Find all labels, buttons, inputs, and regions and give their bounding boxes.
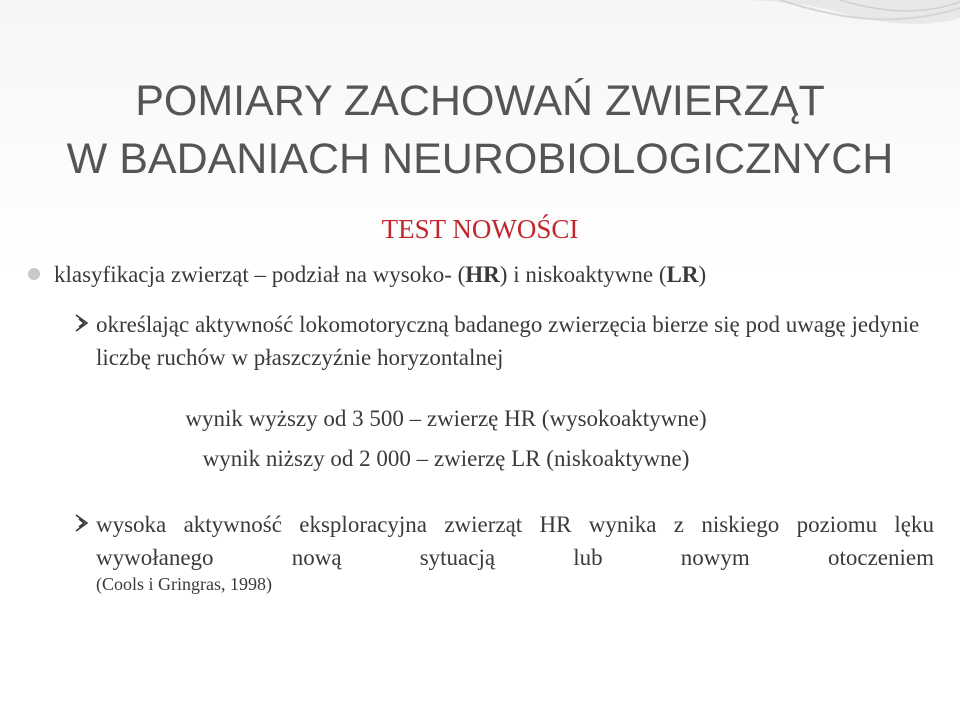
subtitle: TEST NOWOŚCI	[381, 214, 579, 244]
bullet-dot-icon	[28, 268, 40, 280]
arrow-paragraph-exploration	[74, 508, 934, 574]
result-line-hr: wynik wyższy od 3 500 – zwierzę HR (wysokoaktywne)	[185, 406, 707, 431]
arrow-bullet-icon	[74, 512, 90, 534]
arrow-paragraph-text: określając aktywność lokomotoryczną badanego zwierzęcia bierze się pod uwagę jedynie liczbę ruchów w płaszczyźnie horyzontalnej	[96, 312, 920, 370]
bullet-hr-label: HR	[465, 262, 500, 287]
citation: (Cools i Gringras, 1998)	[96, 574, 272, 594]
title-line-2: W BADANIACH NEUROBIOLOGICZNYCH	[66, 135, 894, 183]
bullet-text-part-2: ) i niskoaktywne (	[499, 262, 667, 287]
result-line-lr: wynik niższy od 2 000 – zwierzę LR (niskoaktywne)	[202, 446, 690, 471]
bullet-item-classification	[28, 262, 938, 288]
bullet-lr-label: LR	[666, 262, 699, 287]
corner-wave-decoration	[720, 0, 960, 60]
bullet-text-part-3: )	[698, 262, 707, 287]
title-line-1: POMIARY ZACHOWAŃ ZWIERZĄT	[135, 77, 825, 125]
bullet-text-part-1: klasyfikacja zwierząt – podział na wysoko- (	[54, 262, 466, 287]
arrow-paragraph-text: wysoka aktywność eksploracyjna zwierząt HR wynika z niskiego poziomu lęku wywołanego nową sytuacją lub nowym otoczeniem	[96, 512, 934, 570]
arrow-paragraph-locomotor	[74, 308, 934, 374]
arrow-bullet-icon	[74, 312, 90, 334]
slide-title	[0, 72, 960, 188]
